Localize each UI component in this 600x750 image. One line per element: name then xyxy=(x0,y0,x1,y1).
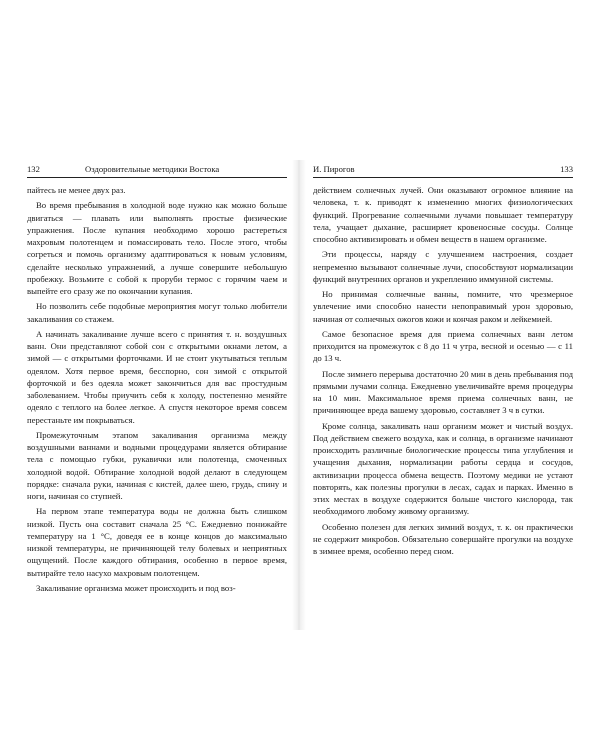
book-gutter xyxy=(292,160,306,630)
left-running-title: Оздоровительные методики Востока xyxy=(85,164,220,174)
paragraph: Но принимая солнечные ванны, помните, что чрезмерное увлечение ими способно нанести непоправимый урон здоровью, начиная от солнечных ожогов кожи и кончая раком и лейкемией. xyxy=(313,289,573,324)
paragraph: Во время пребывания в холодной воде нужно как можно больше двигаться — плавать или выполнять простые физические упражнения. После купания необходимо хорошо растереться махровым полотенцем и помассировать тело. После этого, чтобы согреться и помочь организму адаптироваться к новым условиям, сделайте несколько упражнений, а лучше совершите небольшую пробежку. Возьмите с собой к проруби термос с горячим чаем и выпейте его сразу же по окончании купания. xyxy=(27,200,287,296)
right-running-title: И. Пирогов xyxy=(313,164,355,174)
paragraph: На первом этапе температура воды не должна быть слишком низкой. Пусть она составит сначала 25 °С. Ежедневно понижайте температуру на 1 °С, доведя ее в конце концов до максимально низкой температуры, не причиняющей телу болевых и неприятных ощущений. После каждого обтирания, особенно в первое время, вытирайте тело насухо махровым полотенцем. xyxy=(27,506,287,578)
paragraph: пайтесь не менее двух раз. xyxy=(27,185,126,195)
left-page-number: 132 xyxy=(27,164,40,174)
right-page-number: 133 xyxy=(560,164,573,174)
paragraph: Эти процессы, наряду с улучшением настроения, создает непременно вызывают солнечные лучи, способствуют нормализации функций внутренних органов и укреплению иммунной системы. xyxy=(313,249,573,284)
paragraph: Кроме солнца, закаливать наш организм может и чистый воздух. Под действием свежего воздуха, как и солнца, в организме начинают происходить различные биологические процессы типа углубления и учащения дыхания, нормализации работы сердца и сосудов, активизации процесса обмена веществ. Поэтому медики не устают повторять, как полезны прогулки в лесах, садах и парках. Именно в этих местах в воздухе содержится больше чистого кислорода, так необходимого любому живому организму. xyxy=(313,420,573,517)
right-page xyxy=(313,163,573,557)
paragraph: После зимнего перерыва достаточно 20 мин в день пребывания под прямыми лучами солнца. Ежедневно увеличивайте время процедуры на 10 мин. Максимальное время приема солнечных ванн, не причиняющее вреда вашему здоровью, составляет 3 ч в сутки. xyxy=(313,368,573,416)
left-running-head xyxy=(27,163,287,178)
paragraph: действием солнечных лучей. Они оказывают огромное влияние на человека, т. к. приводят к изменению многих физиологических функций. Прогревание солнечными лучами повышает температуру тела, учащает дыхание, расширяет кровеносные сосуды. Солнце способно активизировать и обмен веществ в нашем организме. xyxy=(313,185,573,244)
paragraph: Самое безопасное время для приема солнечных ванн летом приходится на промежуток с 8 до 11 ч утра, весной и осенью — с 11 до 13 ч. xyxy=(313,328,573,364)
paragraph: А начинать закаливание лучше всего с принятия т. н. воздушных ванн. Они представляют собой сон с открытыми окнами летом, а зимой — с открытыми форточками. И не стоит укутываться теплым одеялом. Хотя первое время, бесспорно, сон зимой с открытой форточкой и без одеяла может закончиться для вас простудным заболеванием. Чтобы приучить себя к холоду, постепенно меняйте одеяло с теплого на более легкое. А спустя некоторое время совсем перестаньте им покрываться. xyxy=(27,328,287,425)
paragraph: Закаливание организма может происходить и под воз- xyxy=(36,582,236,593)
paragraph: Промежуточным этапом закаливания организма между воздушными ваннами и водными процедурами является обтирание тела с помощью губки, рукавички или полотенца, смоченных холодной водой. Обтирание холодной водой делают в следующем порядке: сначала руки, начиная с кистей, далее шею, грудь, спину и ноги, начиная со ступней. xyxy=(27,429,287,501)
paragraph: Но позволить себе подобные мероприятия могут только любители закаливания со стажем. xyxy=(27,301,287,324)
paragraph: Особенно полезен для легких зимний воздух, т. к. он практически не содержит микробов. Обязательно совершайте прогулки на воздухе в зимнее время, особенно перед сном. xyxy=(313,521,573,556)
left-page xyxy=(27,163,287,594)
right-running-head xyxy=(313,163,573,178)
